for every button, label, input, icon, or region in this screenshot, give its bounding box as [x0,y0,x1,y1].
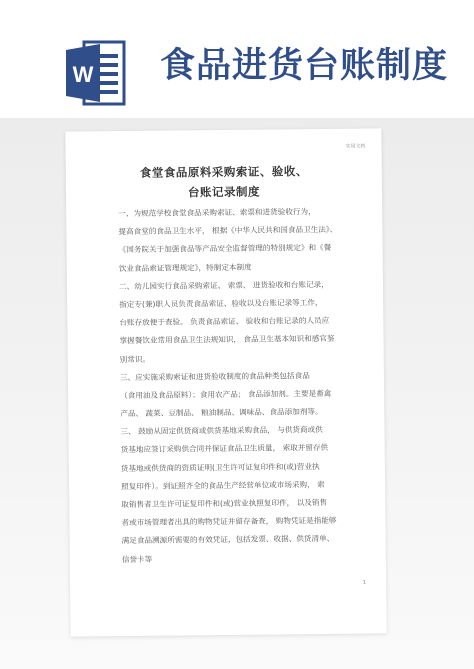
word-document-icon [66,40,126,106]
body-line: 者或市场管理者出具的购物凭证并留存备查， 购物凭证是指能够 [121,516,337,528]
corner-label: 实用文档 [345,143,366,150]
body-line: 货基地或供货商的资质证明(卫生许可证复印件和(或)营业执 [120,461,320,473]
body-line: 掌握餐饮业常用食品卫生法规知识， 食品卫生基本知识和感官鉴 [119,334,335,346]
body-line: 台账存放便于查验。 负责食品索证、 验收和台账记录的人员应 [119,316,330,328]
svg-text:W: W [72,62,94,87]
body-line: 满足食品溯源所需要的有效凭证，包括发票、收据、供货清单、 [121,534,335,546]
body-line: 取销售者卫生许可证复印件和(或)营业执照复印件， 以及销售 [121,497,328,510]
document-title-line-1: 食堂食品原料采购索证、验收、 [139,164,308,180]
body-line: 三、应实施采购索证和进货验收制度的食品种类包括食品 [119,370,310,382]
body-line: 信誉卡等 [121,554,153,564]
document-title-line-2: 台账记录制度 [187,184,261,200]
body-line: 指定专(兼)职人员负责食品索证、验收以及台账记录等工作， [119,297,323,310]
body-line: 产品、 蔬菜、豆制品、 粮油制品、调味品、食品添加剂等。 [120,407,323,419]
document-body [118,203,354,569]
body-line: 一、为规范学校食堂食品采购索证、索票和进货验收行为， [118,207,316,219]
body-line: 别常识。 [119,354,151,364]
body-line: 三、 鼓励从固定供货商或供货基地采购食品， 与供货商或供 [120,425,323,437]
page-title: 食品进货台账制度 [160,46,449,86]
body-line: （食用油及食品原料）；食用农产品； 食品添加剂。主要是畜禽 [120,388,332,400]
body-line: 货基地应签订采购供合同并保证食品卫生质量， 索取并留存供 [120,443,329,455]
document-page [65,128,386,636]
body-line: 饮业食品索证管理规定》，特制定本制度 [118,262,252,273]
page-number: 1 [362,579,367,586]
header-banner [0,0,474,118]
body-line: 二、幼儿园实行食品采购索证、 索票、 进货验收和台账记录， [118,279,329,291]
body-line: 提高食堂的食品卫生水平， 根据《中华人民共和国食品卫生法》、 [118,225,338,237]
body-line: 《国务院关于加强食品等产品安全监督管理的特别规定》和《餐 [118,243,332,255]
body-line: 照复印件）。到证照齐全的食品生产经营单位或市场采购， 索 [121,479,325,491]
